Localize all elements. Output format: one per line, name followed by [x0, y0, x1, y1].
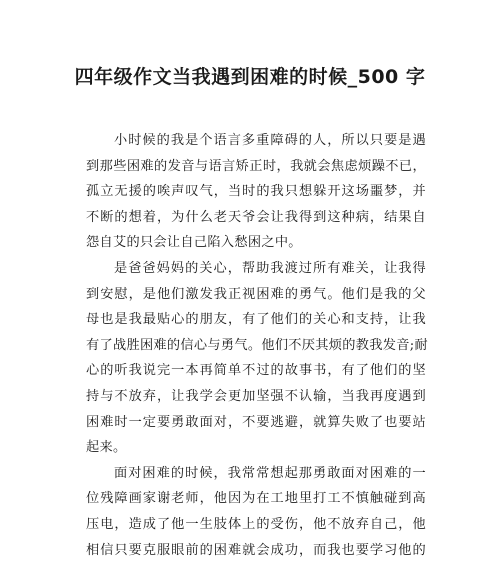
text-line: 是爸爸妈妈的关心，帮助我渡过所有难关，让我得	[114, 260, 426, 276]
text-line: 压电，造成了他一生肢体上的受伤，他不放弃自己，他	[86, 516, 426, 532]
text-line: 有了战胜困难的信心与勇气。他们不厌其烦的教我发音;耐	[86, 337, 428, 353]
text-line: 母也是我最贴心的朋友，有了他们的关心和支持，让我	[86, 312, 426, 328]
text-line: 心的听我说完一本再简单不过的故事书，有了他们的坚	[86, 363, 426, 379]
paragraph	[86, 256, 426, 461]
text-line: 起来。	[86, 440, 127, 456]
text-line: 相信只要克服眼前的困难就会成功，而我也要学习他的	[86, 542, 426, 558]
paragraph	[86, 461, 426, 563]
text-line: 面对困难的时候，我常常想起那勇敢面对困难的一	[114, 465, 426, 481]
page-title: 四年级作文当我遇到困难的时候_500 字	[74, 66, 426, 88]
text-line: 小时候的我是个语言多重障碍的人，所以只要是遇	[114, 133, 426, 148]
text-line: 位残障画家谢老师，他因为在工地里打工不慎触碰到高	[86, 491, 426, 507]
text-line: 到安慰，是他们激发我正视困难的勇气。他们是我的父	[86, 286, 426, 302]
text-line: 不断的想着，为什么老天爷会让我得到这种病，结果自	[86, 209, 426, 225]
article-body	[86, 128, 426, 563]
text-line: 持与不放弃，让我学会更加坚强不认输，当我再度遇到	[86, 388, 426, 404]
text-line: 到那些困难的发音与语言矫正时，我就会焦虑烦躁不已，	[86, 158, 426, 174]
text-line: 困难时一定要勇敢面对，不要逃避，就算失败了也要站	[86, 414, 426, 430]
paragraph	[86, 128, 426, 256]
text-line: 孤立无援的唉声叹气，当时的我只想躲开这场噩梦，并	[86, 184, 426, 200]
text-line: 怨自艾的只会让自己陷入愁困之中。	[86, 235, 302, 251]
